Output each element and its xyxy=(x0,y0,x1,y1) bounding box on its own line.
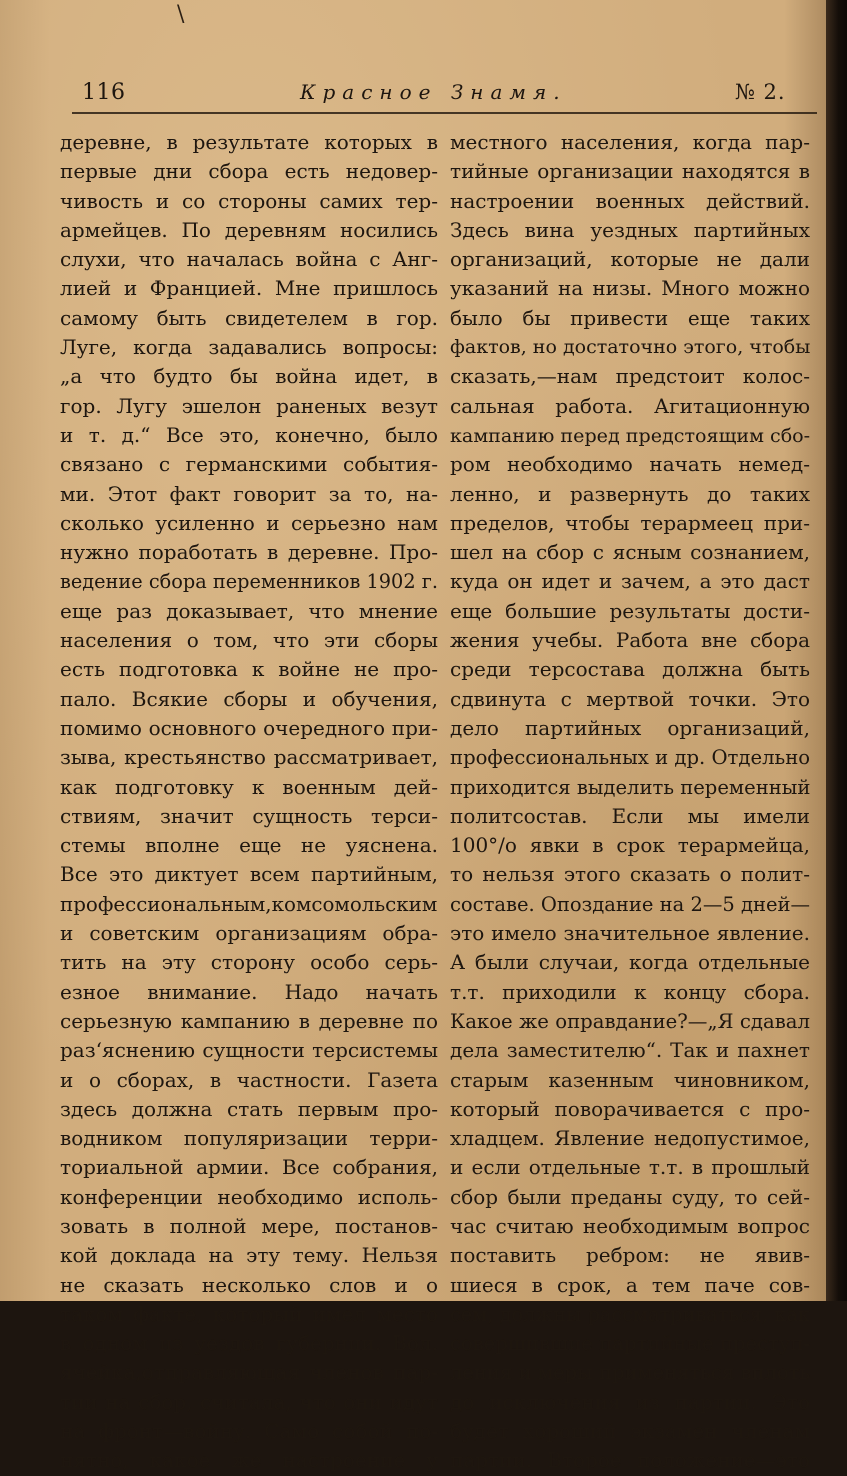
text-line: зовать в полной мере, постанов- xyxy=(60,1213,438,1238)
text-line: нятно, какое же настроение у xyxy=(60,1448,438,1473)
text-line: тить на эту сторону особо серь- xyxy=(60,950,438,975)
text-line: первые дни сбора есть недовер- xyxy=(60,159,438,184)
margin-mark: \ xyxy=(177,2,185,27)
text-line: нужно поработать в деревне. Про- xyxy=(60,540,438,565)
text-line: сбор были преданы суду, то сей- xyxy=(450,1184,810,1209)
text-line: будет хороший экзамен членам xyxy=(450,1419,810,1444)
text-line: ленно, и развернуть до таких xyxy=(450,481,810,506)
text-line: кампанию перед предстоящим сбо- xyxy=(450,423,811,447)
text-line: населения о том, что эти сборы xyxy=(60,628,438,653)
text-line: и т. д.“ Все это, конечно, было xyxy=(60,422,438,447)
text-line: „а что будто бы война идет, в xyxy=(60,364,438,389)
text-line: было бы привести еще таких xyxy=(450,305,810,330)
text-line: лией и Францией. Мне пришлось xyxy=(60,276,438,301)
text-line: и советским организациям обра- xyxy=(60,921,438,946)
text-line: не сказать несколько слов и о xyxy=(60,1272,438,1297)
text-line: на фронт—войну. Само собой по- xyxy=(60,1419,438,1444)
left-column xyxy=(60,128,438,1476)
page-header xyxy=(80,78,800,110)
text-line: поставить ребром: не явив- xyxy=(450,1243,810,1268)
right-column xyxy=(450,128,810,1476)
text-line: хладцем. Явление недопустимое, xyxy=(450,1126,810,1151)
text-line: жения учебы. Работа вне сбора xyxy=(450,628,810,653)
issue-number: № 2. xyxy=(735,80,786,104)
text-line: составе. Опоздание на 2—5 дней— xyxy=(450,892,811,916)
text-line: в одном из уездов губернии. Вол. xyxy=(60,1331,438,1356)
text-line: есть подготовка к войне не про- xyxy=(60,657,438,682)
text-line: деревне, в результате которых в xyxy=(60,130,438,154)
text-line: раз‘яснению сущности терсистемы xyxy=(60,1038,438,1063)
text-line: гор. Лугу эшелон раненых везут xyxy=(60,393,438,418)
text-line: ствиям, значит сущность терси- xyxy=(60,803,438,828)
text-line: серьезную кампанию в деревне по xyxy=(60,1008,438,1033)
text-line: здесь должна стать первым про- xyxy=(60,1096,438,1121)
text-line: среди терсостава должна быть xyxy=(450,657,810,682)
text-line: т.т. приходили к концу сбора. xyxy=(450,979,810,1004)
text-line: тийные организации находятся в xyxy=(450,159,810,184)
text-line: ления и меры применяться вплоть xyxy=(450,1361,810,1385)
text-line: ми. Этот факт говорит за то, на- xyxy=(60,481,438,506)
text-line: организаций, которые не дали xyxy=(450,247,810,272)
text-line: приходится выделить переменный xyxy=(450,775,811,799)
text-line: это имело значительное явление. xyxy=(450,921,810,946)
text-line: Все это диктует всем партийным, xyxy=(60,862,438,887)
text-line: сем, должны рассматриваться, как xyxy=(450,1302,810,1326)
text-line: партии. Второе положение—это xyxy=(450,1448,810,1473)
text-line: армейцев. По деревням носились xyxy=(60,217,438,242)
text-line: сколько усиленно и серьезно нам xyxy=(60,510,438,535)
text-line: профессиональным,комсомольским xyxy=(60,892,438,916)
text-line: куда он идет и зачем, а это даст xyxy=(450,569,810,594)
text-line: указаний на низы. Много можно xyxy=(450,276,810,301)
text-line: старым казенным чиновником, xyxy=(450,1067,810,1092)
page-edge-shadow xyxy=(826,0,847,1301)
text-line: ведение сбора переменников 1902 г. xyxy=(60,570,438,594)
text-line: связано с германскими события- xyxy=(60,452,438,477)
text-line: фактов, но достаточно этого, чтобы xyxy=(450,336,811,359)
text-line: час считаю необходимым вопрос xyxy=(450,1213,810,1238)
text-line: таком факте, который имел место xyxy=(60,1301,438,1326)
text-line: конференции необходимо исполь- xyxy=(60,1184,438,1209)
text-line: пределов, чтобы терармеец при- xyxy=(450,510,810,535)
text-line: шел на сбор с ясным сознанием, xyxy=(450,540,810,565)
text-line: стемы вполне еще не уяснена. xyxy=(60,833,438,858)
text-line: Какое же оправдание?—„Я сдавал xyxy=(450,1009,810,1033)
text-line: помимо основного очередного при- xyxy=(60,715,438,740)
text-line: до исключения из партии. Это xyxy=(450,1389,810,1414)
text-line: ториальной армии. Все собрания, xyxy=(60,1155,438,1180)
header-rule xyxy=(72,112,817,114)
page-number: 116 xyxy=(82,80,126,105)
text-line: слухи, что началась война с Анг- xyxy=(60,247,438,272)
text-line: дела заместителю“. Так и пахнет xyxy=(450,1038,810,1063)
text-line: и если отдельные т.т. в прошлый xyxy=(450,1155,810,1180)
text-line: езное внимание. Надо начать xyxy=(60,979,438,1004)
text-line: зыва, крестьянство рассматривает, xyxy=(60,745,438,770)
text-line: настроении военных действий. xyxy=(450,188,810,213)
text-line: который поворачивается с про- xyxy=(450,1096,810,1121)
text-line: еще раз доказывает, что мнение xyxy=(60,598,438,623)
text-line: самому быть свидетелем в гор. xyxy=(60,305,438,330)
text-line: шиеся в срок, а тем паче сов- xyxy=(450,1272,810,1297)
text-line: еще большие результаты дости- xyxy=(450,598,810,623)
text-line: ячейка,отправляющая членов пар- xyxy=(60,1360,438,1385)
text-line: пало. Всякие сборы и обучения, xyxy=(60,686,438,711)
text-line: кой доклада на эту тему. Нельзя xyxy=(60,1243,438,1268)
text-line: профессиональных и др. Отдельно xyxy=(450,746,811,770)
journal-title: Красное Знамя. xyxy=(300,80,567,104)
text-line: сальная работа. Агитационную xyxy=(450,393,810,418)
text-line: 100°/о явки в срок терармейца, xyxy=(450,833,810,858)
text-line: как подготовку к военным дей- xyxy=(60,774,438,799)
text-line: совершившие партийные преступ- xyxy=(450,1332,810,1356)
text-line: то нельзя этого сказать о полит- xyxy=(450,862,810,887)
text-line: ром необходимо начать немед- xyxy=(450,452,810,477)
text-line: политсостав. Если мы имели xyxy=(450,803,810,828)
text-line: Здесь вина уездных партийных xyxy=(450,217,810,242)
text-line: дело партийных организаций, xyxy=(450,715,810,740)
text-line: водником популяризации терри- xyxy=(60,1126,438,1151)
text-line: тии на сбор, считала, что они идут xyxy=(60,1389,438,1414)
text-line: чивость и со стороны самих тер- xyxy=(60,188,438,213)
text-line: и о сборах, в частности. Газета xyxy=(60,1067,438,1092)
text-line: А были случаи, когда отдельные xyxy=(450,950,810,975)
text-line: местного населения, когда пар- xyxy=(450,130,810,154)
text-line: Луге, когда задавались вопросы: xyxy=(60,335,438,360)
text-line: сдвинута с мертвой точки. Это xyxy=(450,686,810,711)
text-line: сказать,—нам предстоит колос- xyxy=(450,364,810,389)
